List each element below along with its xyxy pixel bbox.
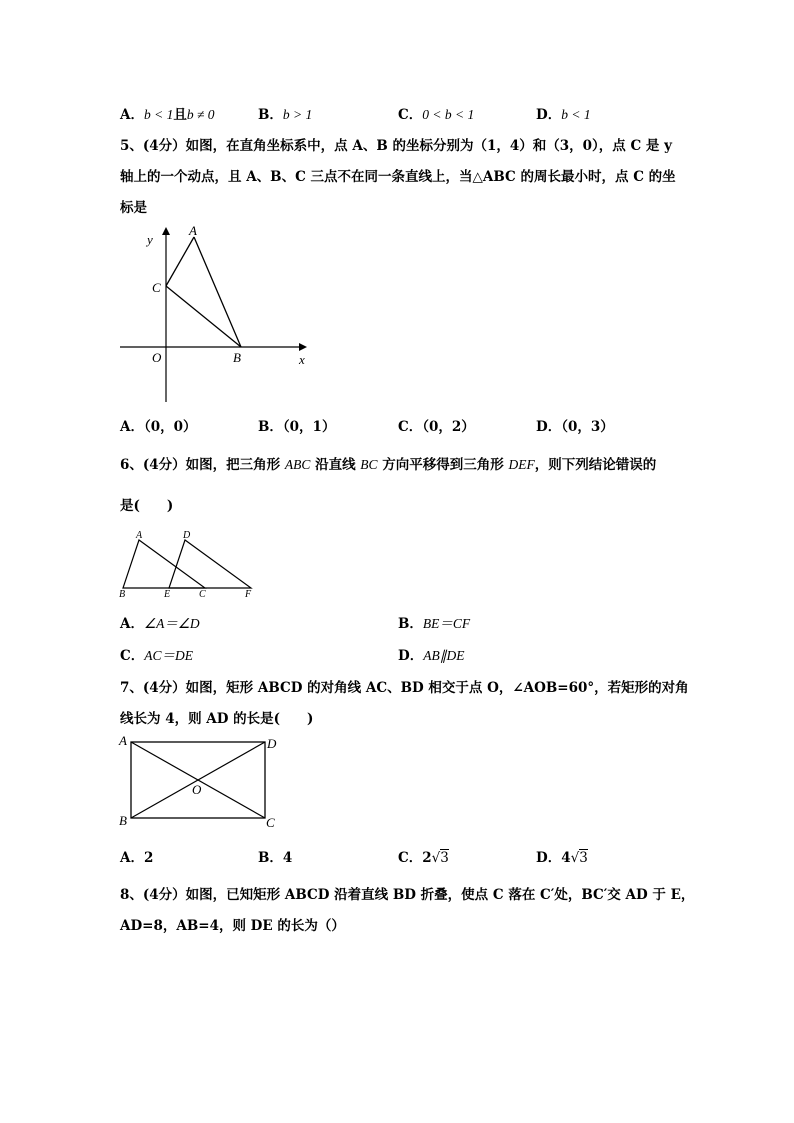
segment-cb — [166, 286, 241, 347]
sqrt-icon: √ — [431, 850, 441, 866]
label-b: B — [233, 350, 241, 365]
label-a: A — [189, 223, 197, 238]
triangle-def — [169, 540, 251, 588]
q6-option-b: B．BE＝CF — [398, 616, 471, 632]
q7-text-line2: 线长为 4，则 AD 的长是( ) — [120, 711, 314, 727]
q5-text-line3: 标是 — [120, 200, 147, 216]
label-e: E — [164, 589, 171, 600]
q6-text-line1: 6、(4分）如图，把三角形 ABC 沿直线 BC 方向平移得到三角形 DEF，则下列结论错误的 — [120, 457, 657, 473]
x-axis-arrow-icon — [299, 343, 307, 351]
q4-option-c: C．0 < b < 1 — [398, 107, 475, 123]
q7-option-d: D．4√3 — [536, 850, 588, 866]
label-b: B — [119, 589, 126, 600]
segment-ac — [166, 237, 194, 286]
q5-option-a: A．（0，0） — [120, 419, 197, 435]
label-b: B — [119, 813, 127, 828]
q7-text-line1: 7、(4分）如图，矩形 ABCD 的对角线 AC、BD 相交于点 O，∠AOB=60°，若矩形的对角 — [120, 680, 689, 696]
label-d: D — [183, 530, 191, 541]
q8-text-line2: AD=8，AB=4，则 DE 的长为（） — [120, 918, 345, 934]
q5-text-line2: 轴上的一个动点，且 A、B、C 三点不在同一条直线上，当△ABC 的周长最小时，点 C 的坐 — [120, 169, 676, 185]
q4-option-b: B．b > 1 — [258, 107, 313, 123]
q6-option-c: C．AC＝DE — [120, 648, 193, 664]
q5-option-b: B．（0，1） — [258, 419, 336, 435]
q6-translation-figure — [115, 525, 260, 600]
q7-rectangle-figure — [115, 730, 285, 830]
q8-text-line1: 8、(4分）如图，已知矩形 ABCD 沿着直线 BD 折叠，使点 C 落在 C′处，BC′交 AD 于 E， — [120, 887, 695, 903]
label-x: x — [299, 352, 305, 367]
q6-option-d: D．AB∥DE — [398, 648, 465, 664]
y-axis-arrow-icon — [162, 227, 170, 235]
label-a: A — [136, 530, 143, 541]
q5-option-c: C．（0，2） — [398, 419, 475, 435]
q5-coordinate-figure — [115, 222, 315, 407]
q4-option-a: A．b < 1且b ≠ 0 — [120, 107, 215, 123]
label-y: y — [147, 232, 153, 247]
label-f: F — [245, 589, 252, 600]
q4-option-d: D．b < 1 — [536, 107, 591, 123]
q7-option-b: B．4 — [258, 850, 293, 866]
label-o: O — [192, 782, 202, 797]
label-c: C — [199, 589, 206, 600]
label-a: A — [119, 733, 127, 748]
label-c: C — [266, 815, 275, 830]
q5-text-line1: 5、(4分）如图，在直角坐标系中，点 A、B 的坐标分别为（1，4）和（3，0），点 C 是 y — [120, 138, 672, 154]
q5-option-d: D．（0，3） — [536, 419, 614, 435]
label-d: D — [267, 736, 277, 751]
q7-option-a: A．2 — [120, 850, 154, 866]
triangle-abc — [123, 540, 205, 588]
label-o: O — [152, 350, 162, 365]
segment-ab — [194, 237, 241, 347]
q6-option-a: A．∠A＝∠D — [120, 616, 200, 632]
label-c: C — [152, 280, 161, 295]
q6-text-line2: 是( ) — [120, 498, 174, 514]
q7-option-c: C．2√3 — [398, 850, 449, 866]
sqrt-icon: √ — [570, 850, 580, 866]
